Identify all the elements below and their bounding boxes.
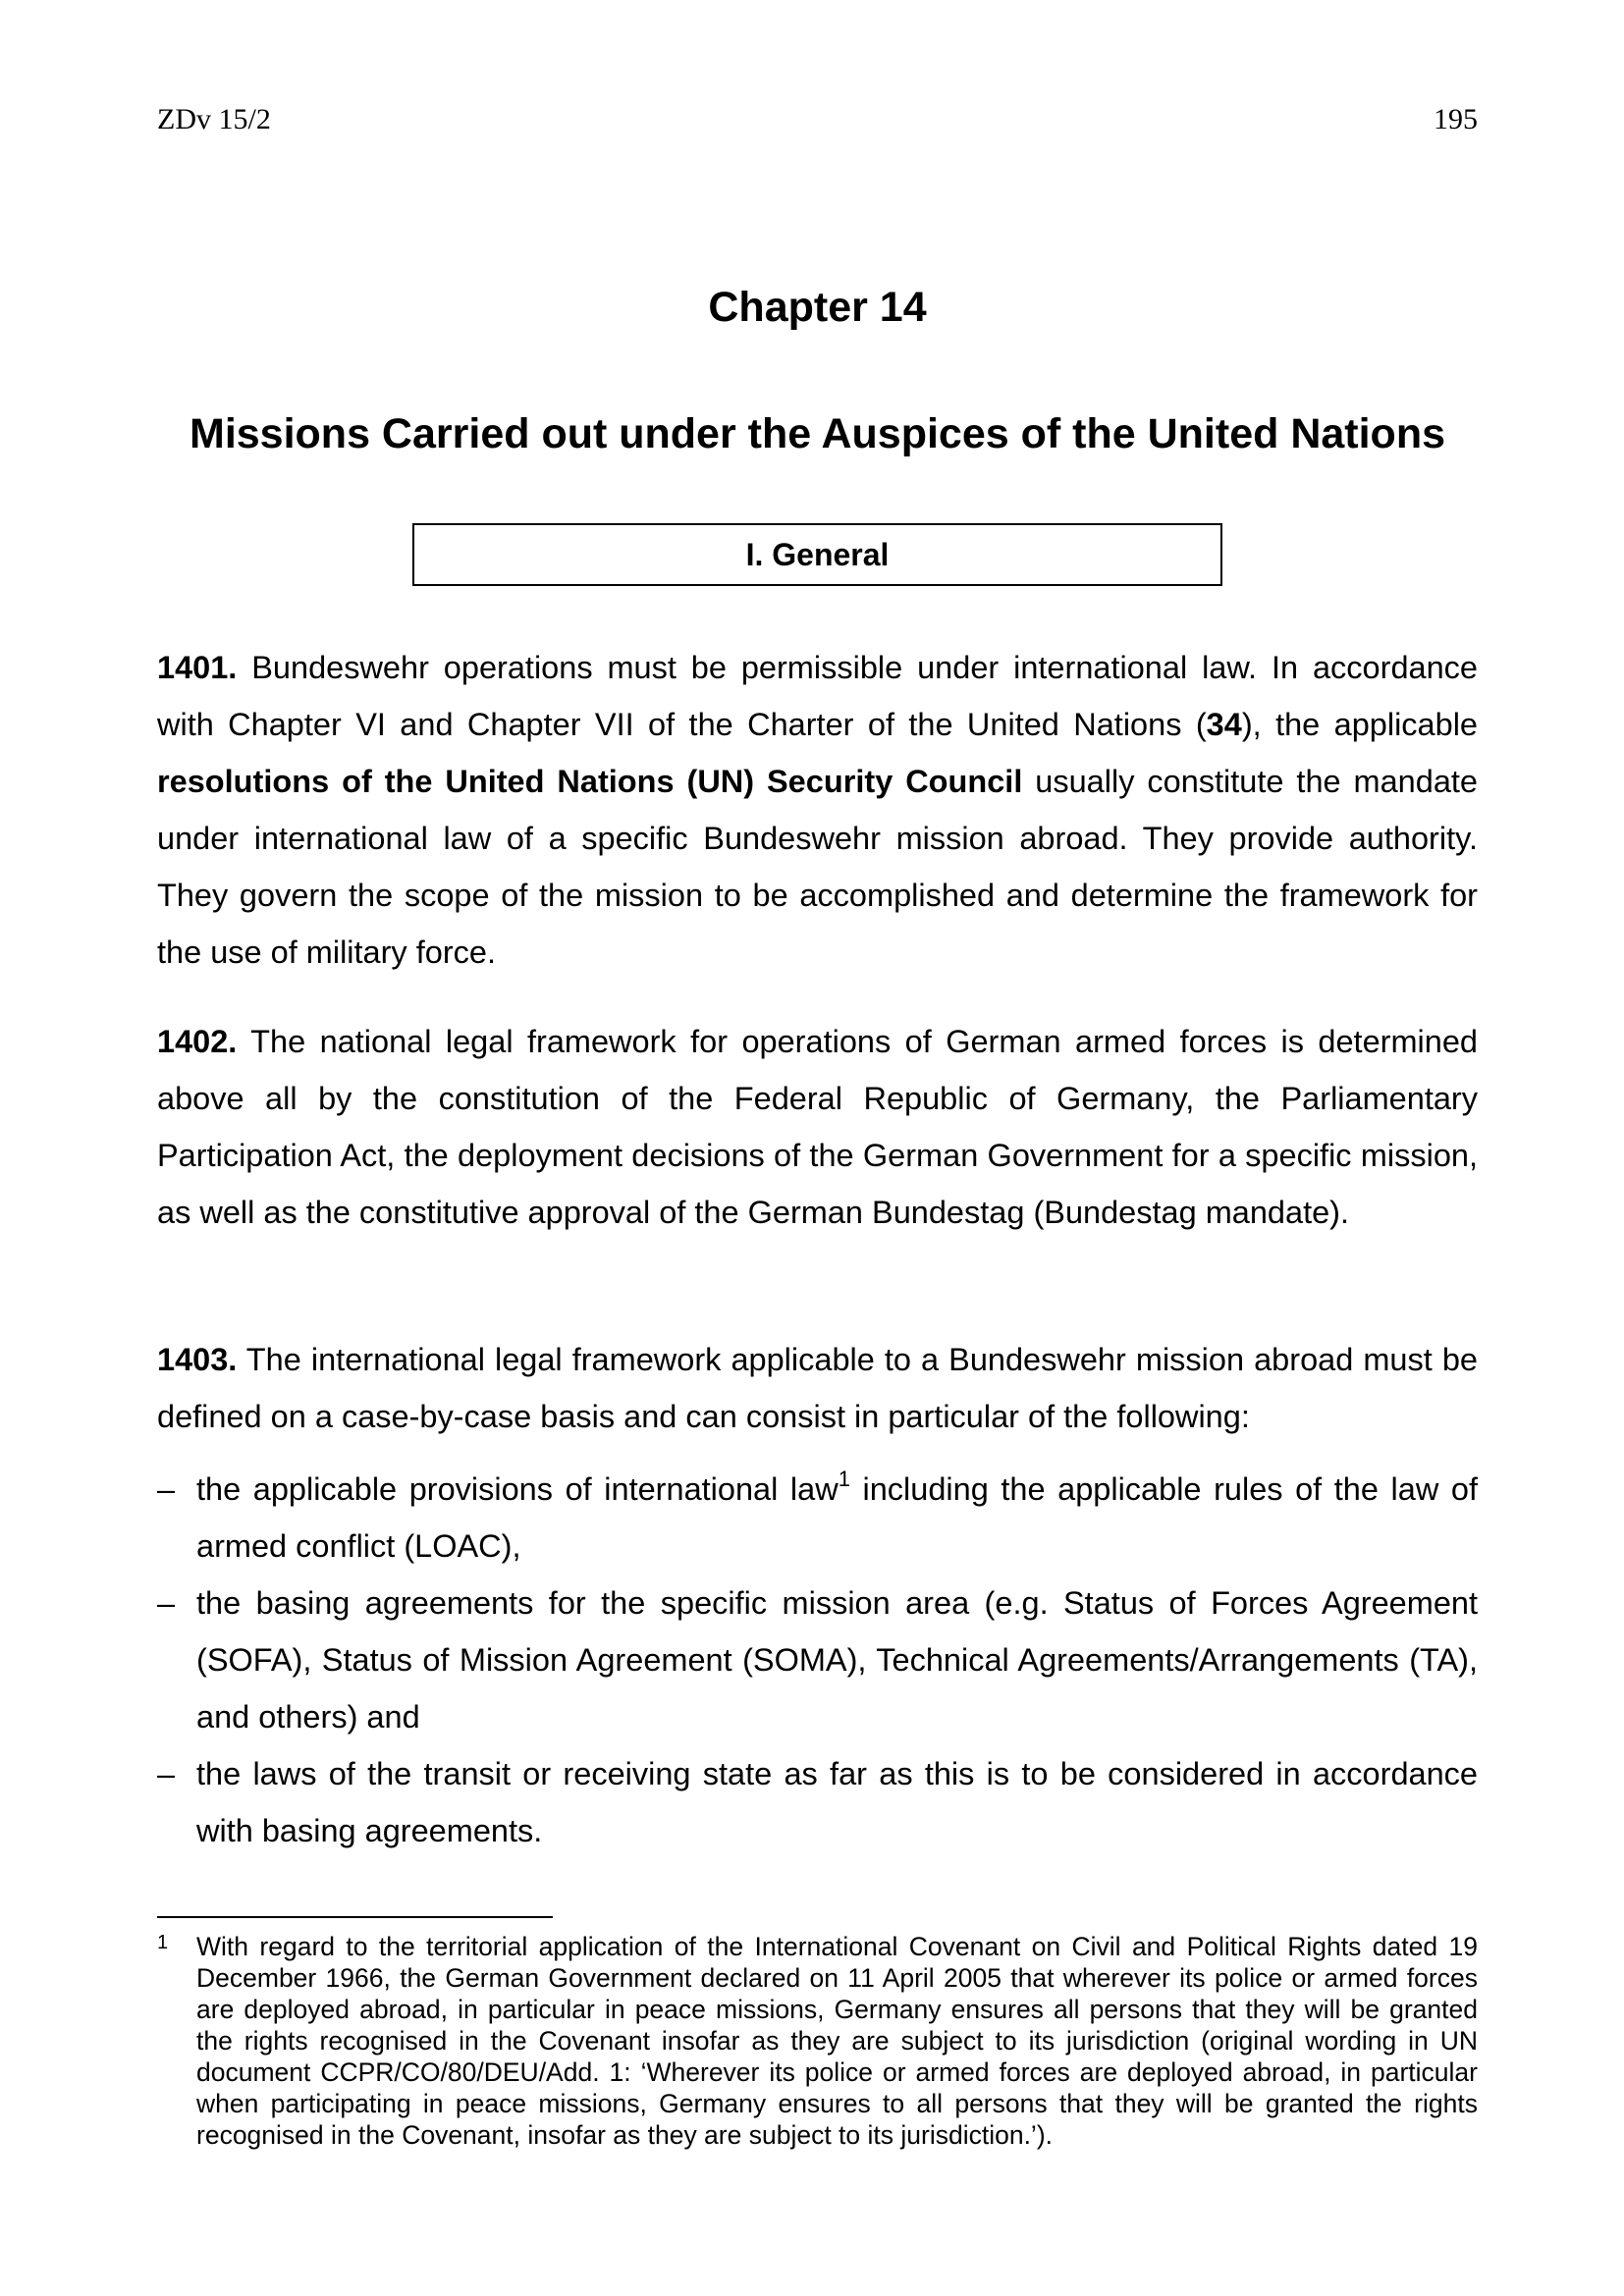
page-number: 195	[1434, 103, 1478, 135]
document-page	[157, 0, 1478, 2296]
section-heading: I. General	[745, 537, 890, 572]
list-item-text: the laws of the transit or receiving state as far as this is to be considered in accordance with basing agreements.	[196, 1756, 1478, 1848]
paragraph-number: 1401.	[157, 650, 238, 685]
list-item-text: including the applicable rules of the law of armed conflict (LOAC),	[196, 1471, 1478, 1564]
paragraph-1403	[157, 1331, 1478, 1445]
paragraph-text: The international legal framework applicable to a Bundeswehr mission abroad must be defined on a case-by-case basis and can consist in particular of the following:	[157, 1342, 1478, 1434]
footnote-reference[interactable]: 1	[838, 1467, 850, 1491]
paragraph-text: ), the applicable	[1241, 707, 1478, 742]
paragraph-1401	[157, 639, 1478, 981]
footnote-separator	[157, 1916, 553, 1918]
framework-list	[157, 1461, 1478, 1859]
list-item	[157, 1745, 1478, 1859]
chapter-title: Chapter 14	[708, 284, 927, 331]
dash-bullet: –	[157, 1585, 176, 1621]
list-item-text: the basing agreements for the specific mission area (e.g. Status of Forces Agreement (SOFA), Status of Mission Agreement (SOMA), Technical Agreements/Arrangements (TA), and others) and	[196, 1585, 1478, 1735]
dash-bullet: –	[157, 1756, 176, 1791]
dash-bullet: –	[157, 1471, 176, 1507]
paragraph-number: 1403.	[157, 1342, 238, 1377]
document-code: ZDv 15/2	[157, 103, 271, 135]
paragraph-number: 1402.	[157, 1024, 238, 1059]
footnote	[157, 1931, 1478, 2151]
emphasis-text: resolutions of the United Nations (UN) Security Council	[157, 764, 1023, 799]
list-item-text: the applicable provisions of international law	[196, 1471, 839, 1507]
list-item	[157, 1575, 1478, 1745]
section-heading-box	[412, 523, 1222, 586]
paragraph-1402	[157, 1013, 1478, 1241]
paragraph-text: The national legal framework for operations of German armed forces is determined above all by the constitution of the Federal Republic of Germany, the Parliamentary Participation Act, the deployment decisions of the German Government for a specific mission, as well as the constitutive approval of the German Bundestag (Bundestag mandate).	[157, 1024, 1478, 1230]
footnote-marker: 1	[157, 1932, 169, 1953]
paragraph-text: Bundeswehr operations must be permissible under international law. In accordance with Chapter VI and Chapter VII of the Charter of the United Nations (	[157, 650, 1478, 742]
list-item	[157, 1461, 1478, 1575]
footnote-text: With regard to the territorial application of the International Covenant on Civil and Political Rights dated 19 December 1966, the German Government declared on 11 April 2005 that wherever its police or armed forces are deployed abroad, in particular in peace missions, Germany ensures all persons that they will be granted the rights recognised in the Covenant insofar as they are subject to its jurisdiction (original wording in UN document CCPR/CO/80/DEU/Add. 1: ‘Wherever its police or armed forces are deployed abroad, in particular when participating in peace missions, Germany ensures to all persons that they will be granted the rights recognised in the Covenant, insofar as they are subject to its jurisdiction.’).	[196, 1932, 1478, 2150]
chapter-subtitle: Missions Carried out under the Auspices of the United Nations	[189, 410, 1445, 457]
running-header	[157, 100, 1478, 139]
charter-reference: 34	[1206, 707, 1242, 742]
paragraph-text: usually constitute the mandate under international law of a specific Bundeswehr mission abroad. They provide authority. They govern the scope of the mission to be accomplished and determine the framework for the use of military force.	[157, 764, 1478, 970]
